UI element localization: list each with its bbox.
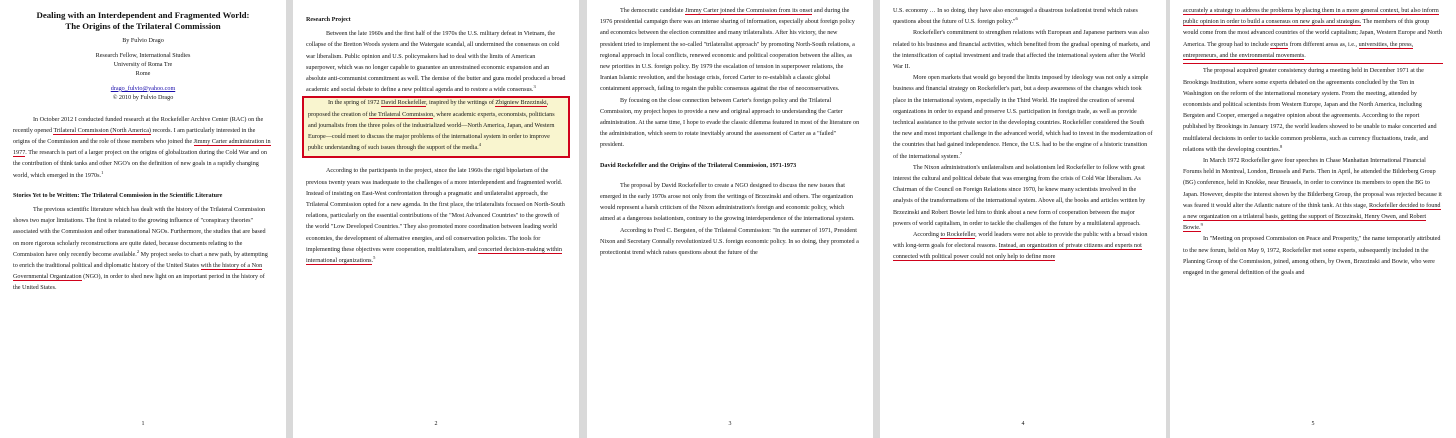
underlined-phrase: to Rockefeller	[940, 232, 976, 239]
footnote-ref: 2	[136, 248, 140, 254]
paper-title: Dealing with an Interdependent and Fragmented World: The Origins of the Trilateral Commission	[36, 10, 250, 31]
footnote-ref: 3	[533, 84, 536, 90]
underlined-phrase: with the history of a Non Governmental Organization	[13, 263, 263, 281]
paragraph: The Nixon administration's unilateralism and isolationism led Rockefeller to follow with great interest the cultural and political debate that was emerging from the crisis of Cold War liberalism. As Chairman of the Council on Foreign Relations since 1970, he knew many scientists involved in the analysis of the transformations of the international system. Above all, the books and articles written by Brzezinski and Robert Bowie led him to think about a new form of cooperation between the major powers of world capitalism, in order to tackle the challenges of the future by a multilateral approach.	[893, 164, 1146, 227]
document-page-1	[0, 0, 286, 438]
underlined-phrase: David Rockefeller	[381, 100, 426, 107]
underlined-phrase: Rockefeller decided to found a new organization on a trilateral basis, getting the support of Brzezinski, Henry Owen, and Robert Bowie.	[1183, 202, 1441, 232]
paragraph: According to Rockefeller, world leaders were not able to provide the public with a broad vision with long-term goals for electoral reasons. Instead, an organization of private citizens and experts not connected with political power could not only help to define more	[893, 232, 1148, 261]
author-name: By Fulvio Drago	[122, 38, 164, 45]
author-affiliation: Research Fellow, International Studies University of Roma Tre Rome	[95, 53, 191, 77]
paragraph: By focusing on the close connection between Carter's foreign policy and the Trilateral Commission, my project hopes to provide a new and original approach to understanding the Carter administration. At the same time, I hope to evade the classic dilemma featured in most of the literature on the administration, which seem to rotate inevitably around the assessment of Carter as a "failed" president.	[600, 97, 860, 149]
highlighted-passage: In the spring of 1972 David Rockefeller, inspired by the writings of Zbigniew Brzezinski, proposed the creation of the Trilateral Commission, where academic experts, economists, politicians and journalists from the three poles of the industrialized world—North America, Japan, and Western Europe—could meet to discuss the major problems of the international system in order to improve public understanding of such issues through the support of the media.$^4$	[302, 96, 570, 158]
underlined-phrase: Jimmy Carter joined the Commission from its onset	[684, 8, 813, 14]
paragraph: The previous scientific literature which has dealt with the history of the Trilateral Commission shows two major limitations. The first is related to the growing influence of "conspiracy theories" associated with the Commission and other transnational NGOs. Furthermore, the studies that are based on more rigorous scholarly reconstructions are quite dated, because documents relating to the Commission have only recently become available.$^2$ My project seeks to chart a new path, by attempting to enrich the traditional political and diplomatic history of the United States with the history of a Non Governmental Organization (NGO), in order to shed new light on an important period in the history of the United States.	[13, 207, 268, 292]
copyright-line: © 2010 by Fulvio Drago	[112, 94, 174, 101]
underlined-phrase: Instead, an organization of private citizens and experts not connected with political power could not only help to define more	[893, 243, 1142, 261]
footnote-ref: 7	[959, 150, 963, 156]
paragraph: The proposal acquired greater consistency during a meeting held in December 1971 at the Brookings Institution, where some experts debated on the agreements concluded by the Ten in Washington on the reform of the international monetary system. From the meeting, attended by economists and political scientists from Western Europe, Japan and the North America, including Bergsten and Cooper, emerged a negative opinion about the agreements. According to the report published by Brookings in January 1972, the world leaders showed to be unable to make concerted and multilateral decisions in order to tackle common problems, such as currency fluctuations, trade, and relations with the developing countries.$^8$	[1183, 68, 1437, 153]
document-page-2	[293, 0, 579, 438]
paragraph: Rockefeller's commitment to strengthen relations with European and Japanese partners was also related to his business and financial activities, which benefited from the gradual opening of markets, and the intensification of capital investment and trade that affected the international system after the World War II.	[893, 30, 1150, 71]
footnote-ref: 5	[373, 255, 376, 261]
document-page-5	[1170, 0, 1456, 438]
section-heading: David Rockefeller and the Origins of the Trilateral Commission, 1971-1973	[600, 162, 797, 169]
document-page-4	[880, 0, 1166, 438]
red-annotation-line	[1183, 63, 1443, 64]
underlined-phrase: Trilateral Commission (North America)	[53, 127, 151, 134]
footnote-ref: 8	[1280, 143, 1283, 149]
underlined-phrase: the Trilateral Commission	[369, 111, 434, 118]
footnote-ref: 9	[1200, 222, 1203, 228]
underlined-phrase: experts	[1270, 41, 1289, 48]
paragraph: accurately a strategy to address the problems by placing them in a more general context, but also inform public opinion in order to build a consensus on new goals and strategies. The members of this group would come from the most advanced countries of the world capitalism; Japan, Western Europe and North America. The group had to include experts from different areas as, i.e., universities, the press, entrepreneurs, and the environmental movements.	[1183, 8, 1442, 59]
paragraph: According to the participants in the project, since the late 1960s the rigid bipolarism of the previous twenty years was inadequate to the challenges of a more interdependent and fragmented world. Instead of insisting on East-West confrontation through a pragmatic and unilateralist approach, the Trilateral Commission opted for a new agenda. In the first place, the trilateralists focused on North-South relations, particularly on the essential contributions of the "Most Advanced Countries" to the growth of the world "Low Developed Countries." They also promoted more coordination between leading world economies, the development of alternative energies, and oil conservation policies. The tools for implementing these objectives were cooperation, multilateralism, and concerted decision-making within international organizations.$^5$	[306, 168, 565, 265]
page-number: 1	[141, 421, 145, 428]
page-number: 4	[1021, 421, 1025, 428]
underlined-phrase: Jimmy Carter administration in 1977	[13, 139, 271, 157]
underlined-phrase: universities, the press, entrepreneurs, and the environmental movements	[1183, 41, 1414, 59]
footnote-ref: 4	[478, 142, 481, 148]
paragraph: The proposal by David Rockefeller to create a NGO designed to discuss the new issues that emerged in the early 1970s arose not only from the writings of Brzezinski and others. The organization would represent a harsh criticism of the Nixon administration's foreign and economic policy, which aimed at a dangerous isolationism, contrary to the growing interdependence of the international system.	[600, 182, 855, 223]
page-number: 2	[434, 421, 438, 428]
underlined-phrase: accurately a strategy to address the problems by placing them in a more general context, but also inform public opinion in order to build a consensus on new goals and strategies.	[1183, 8, 1439, 26]
section-heading: Research Project	[306, 17, 351, 23]
paragraph: In March 1972 Rockefeller gave four speeches in Chase Manhattan International Financial Forums held in Montreal, London, Brussels and Paris. Then in April, he attended the Bilderberg Group (BG) conference, held in Knokke, near Brussels, in order to convince its members to open the BG to Japan. However, despite the interest shown by the Bilderberg Group, the proposal was rejected because it was feared it would alter the Atlantic nature of the think tank. At this stage, Rockefeller decided to found a new organization on a trilateral basis, getting the support of Brzezinski, Henry Owen, and Robert Bowie.$^9$	[1183, 158, 1442, 232]
paragraph: In "Meeting on proposed Commission on Peace and Prosperity," the name temporarily attributed to the new forum, held on May 9, 1972, Rockefeller met some experts, subsequently included in the Planning Group of the Commission, joined, among others, by Owen, Brzezinski and Bowie, who were engaged in the general definition of the goals and	[1183, 236, 1441, 277]
paragraph: The democratic candidate Jimmy Carter joined the Commission from its onset and during the 1976 presidential campaign there was an intense sharing of information, especially about foreign policy and economics between the election committee and many trilateralists. After his victory, the new president tried to implement the so-called "trilateralist approach" by promoting North-South relations, a regional approach in local conflicts, renewed economic and political cooperation between the allies, as new priorities in U.S. foreign policy. By 1979 the escalation of tension in superpower relations, the Iranian Islamic revolution, and the hostage crisis, forced Carter to re-establish a classic global containment approach, failing to regain the public consensus against the rise of neoconservatives.	[600, 8, 855, 93]
page-number: 3	[728, 421, 732, 428]
paragraph: U.S. economy … In so doing, they have also encouraged a disastrous isolationist trend which raises questions about the future of U.S. foreign policy."$^6$	[893, 8, 1138, 26]
footnote-ref: 6	[1015, 16, 1018, 22]
section-heading: Stories Yet to be Written: The Trilateral Commission in the Scientific Literature	[13, 192, 223, 199]
document-page-3	[587, 0, 873, 438]
underlined-phrase: Zbigniew Brzezinski	[495, 100, 547, 107]
paragraph: In October 2012 I conducted funded research at the Rockefeller Archive Center (RAC) on the recently opened Trilateral Commission (North America) records. I am particularly interested in the origins of the Commission and the role of those members who joined the Jimmy Carter administration in 1977. The research is part of a larger project on the origins of globalization during the Cold War and on the contribution of think tanks and other NGO's on the definition of new goals in a rapidly changing world, which emerged in the 1970s.$^1$	[13, 116, 271, 179]
footnote-ref: 1	[101, 169, 104, 175]
underlined-phrase: concerted decision-making within international organizations	[306, 246, 562, 265]
author-email-link[interactable]: drago_fulvio@yahoo.com	[110, 85, 176, 92]
paragraph: According to Fred C. Bergsten, of the Trilateral Commission: "In the summer of 1971, President Nixon and Secretary Connally revolutionized U.S. foreign economic policy. In so doing, they promoted a protectionist trend which raises questions about the future of the	[600, 227, 859, 257]
page-number: 5	[1311, 421, 1315, 428]
paragraph: More open markets that would go beyond the limits imposed by ideology was not only a simple business and financial strategy on Rockefeller's part, but a deep awareness of the changes which took place in the international system, especially in the Third World. He inspired the creation of several organizations in order to expand and preserve U.S. participation in foreign trade, as well as provide technical assistance to the private sector in the developing countries. Rockefeller considered the South the new and most important challenge in the advanced world, which had to invest in the modernization of the countries that had gained independence. Hence, the U.S. had to be the engine of a historic transition of the international system.$^7$	[893, 75, 1153, 160]
paragraph: Between the late 1960s and the first half of the 1970s the U.S. military defeat in Vietnam, the collapse of the Bretton Woods system and the Watergate scandal, all undermined the consensus on cold war liberalism. Public opinion and U.S. policymakers had to deal with the limits of American superpower, which was no longer capable to guarantee an unrestrained economic expansion and an absolute anti-communist commitment as well. The demise of the butter and guns model produced a broad academic and social debate to define a new political agenda and to restore a wide consensus.$^3$	[306, 31, 566, 94]
